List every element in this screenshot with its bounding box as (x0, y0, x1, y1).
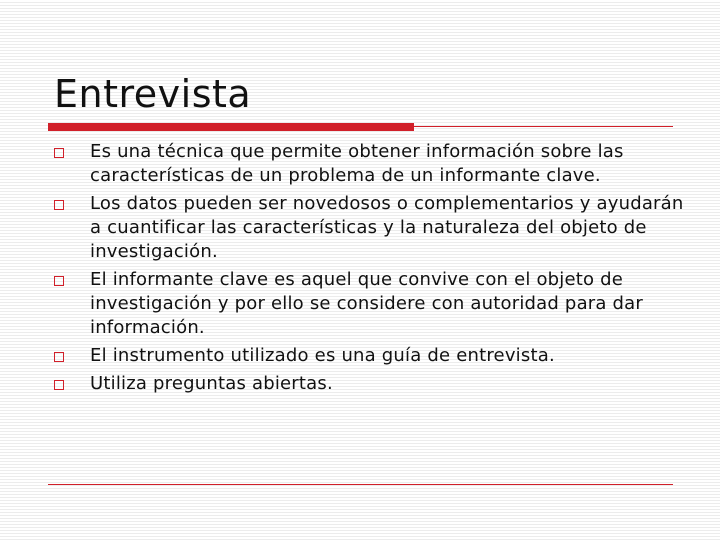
hollow-square-icon (54, 380, 64, 390)
title-underline-accent (48, 123, 414, 131)
bottom-divider (48, 484, 673, 485)
bullet-text: El informante clave es aquel que convive con el objeto de investigación y por ello se considere con autoridad para dar información. (90, 269, 644, 338)
bullet-list (54, 140, 684, 400)
bullet-item (54, 192, 684, 264)
bullet-item (54, 344, 684, 368)
bullet-text: Utiliza preguntas abiertas. (90, 373, 333, 394)
bullet-item (54, 268, 684, 340)
title-underline-thin (414, 126, 673, 127)
bullet-item (54, 372, 684, 396)
bullet-item (54, 140, 684, 188)
slide-title: Entrevista (54, 72, 252, 116)
hollow-square-icon (54, 352, 64, 362)
title-underline (48, 123, 673, 132)
bullet-text: Los datos pueden ser novedosos o complementarios y ayudarán a cuantificar las características y la naturaleza del objeto de investigación. (90, 193, 684, 262)
hollow-square-icon (54, 276, 64, 286)
hollow-square-icon (54, 148, 64, 158)
bullet-text: El instrumento utilizado es una guía de entrevista. (90, 345, 555, 366)
hollow-square-icon (54, 200, 64, 210)
bullet-text: Es una técnica que permite obtener información sobre las características de un problema de un informante clave. (90, 141, 624, 186)
